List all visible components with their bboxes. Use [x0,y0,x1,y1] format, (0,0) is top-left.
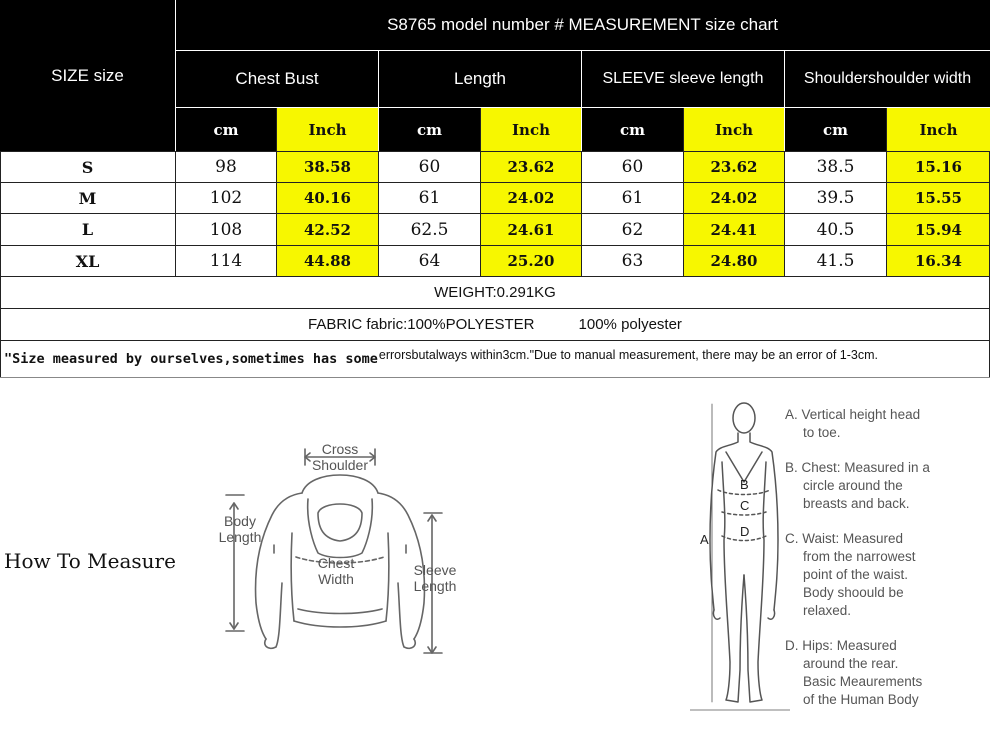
how-to-measure-title: How To Measure [4,549,176,573]
table-cell: 44.88 [277,246,378,276]
row-size-label: L [0,214,175,245]
table-cell: 15.16 [887,152,990,182]
table-cell: 62 [582,214,683,245]
note-text-primary: "Size measured by ourselves,sometimes has some [4,351,378,367]
table-cell: 15.55 [887,183,990,213]
table-cell: 63 [582,246,683,276]
legend-c: C. Waist: Measured from the narrowest point of the waist. Body shoould be relaxed. [785,531,916,618]
label-chest-width: Chest Width [317,555,355,587]
table-cell: 25.20 [481,246,581,276]
table-cell: 98 [176,152,276,182]
table-cell: 64 [379,246,480,276]
unit-cm-length: cm [379,108,480,151]
table-cell: 60 [379,152,480,182]
weight-text: WEIGHT:0.291KG [434,284,556,301]
table-cell: 114 [176,246,276,276]
table-cell: 39.5 [785,183,886,213]
unit-cm-sleeve: cm [582,108,683,151]
table-cell: 24.80 [684,246,784,276]
table-cell: 61 [582,183,683,213]
table-cell: 40.5 [785,214,886,245]
table-cell: 24.02 [481,183,581,213]
table-cell: 60 [582,152,683,182]
table-cell: 108 [176,214,276,245]
size-header: SIZE size [0,0,175,151]
table-cell: 23.62 [684,152,784,182]
group-header-shoulder: Shouldershoulder width [785,51,990,107]
unit-inch-shoulder: Inch [887,108,990,151]
note-text-secondary: errorsbutalways within3cm."Due to manual measurement, there may be an error of 1-3cm. [378,348,878,362]
table-cell: 42.52 [277,214,378,245]
table-cell: 16.34 [887,246,990,276]
row-size-label: S [0,152,175,182]
legend-d: D. Hips: Measured around the rear. Basic Meaurements of the Human Body [785,638,923,707]
weight-row [0,277,990,308]
chart-title: S8765 model number # MEASUREMENT size chart [175,0,990,50]
table-cell: 61 [379,183,480,213]
unit-cm-chest: cm [176,108,276,151]
row-size-label: M [0,183,175,213]
table-cell: 24.41 [684,214,784,245]
body-label-d: D [740,524,750,539]
group-header-length: Length [379,51,581,107]
unit-inch-chest: Inch [277,108,378,151]
group-header-chest: Chest Bust [176,51,378,107]
label-body-length: Body Length [218,513,262,545]
body-label-a: A [700,532,709,547]
unit-inch-sleeve: Inch [684,108,784,151]
unit-cm-shoulder: cm [785,108,886,151]
how-to-measure-section [0,377,990,739]
body-figure-icon [690,400,790,712]
legend-a: A. Vertical height head to toe. [785,407,921,440]
fabric-text: FABRIC fabric:100%POLYESTER [308,316,535,333]
legend-b: B. Chest: Measured in a circle around the breasts and back. [785,460,930,511]
table-cell: 24.02 [684,183,784,213]
size-note [4,345,986,373]
table-cell: 24.61 [481,214,581,245]
fabric-text-secondary: 100% polyester [578,316,682,333]
table-cell: 23.62 [481,152,581,182]
row-size-label: XL [0,246,175,276]
table-cell: 41.5 [785,246,886,276]
label-cross-shoulder: Cross Shoulder [311,441,369,473]
table-cell: 38.58 [277,152,378,182]
unit-inch-length: Inch [481,108,581,151]
table-cell: 38.5 [785,152,886,182]
table-cell: 102 [176,183,276,213]
body-label-c: C [740,498,750,513]
table-cell: 62.5 [379,214,480,245]
group-header-sleeve: SLEEVE sleeve length [582,51,784,107]
label-sleeve-length: Sleeve Length [413,562,457,594]
fabric-row [0,309,990,340]
body-label-b: B [740,477,749,492]
table-cell: 15.94 [887,214,990,245]
table-cell: 40.16 [277,183,378,213]
